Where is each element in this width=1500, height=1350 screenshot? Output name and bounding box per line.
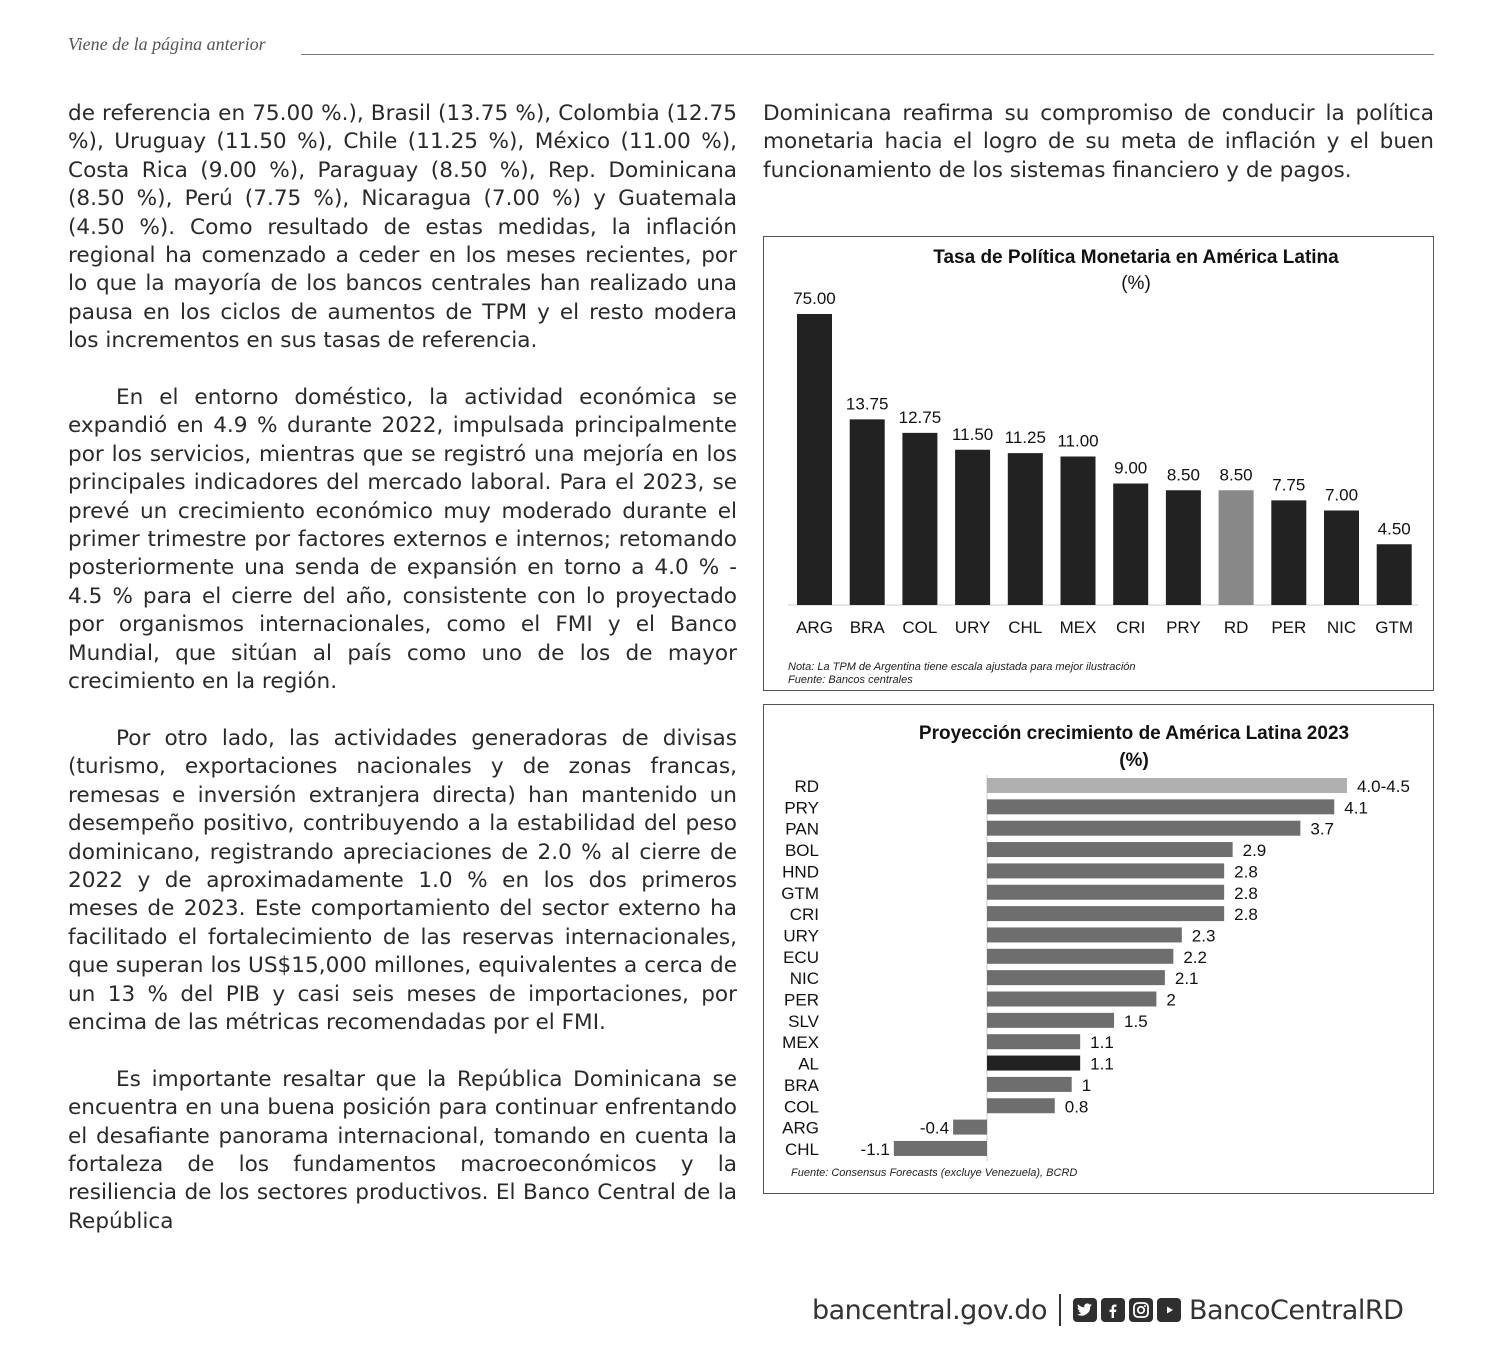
hbar-label-ury: 2.3 [1191, 926, 1216, 946]
hbar-pry [987, 799, 1334, 814]
hbar-ury [987, 927, 1182, 942]
tick-col: COL [902, 618, 938, 637]
bar-label-mex: 11.00 [1057, 431, 1099, 451]
tick-pry: PRY [1166, 618, 1201, 637]
hbar-rd [987, 778, 1347, 793]
hbar-label-rd: 4.0-4.5 [1356, 777, 1410, 796]
chart-1-title: Tasa de Política Monetaria en América Latina [933, 247, 1339, 268]
tick-rd: RD [1223, 618, 1249, 637]
hbar-slv [987, 1013, 1114, 1028]
paragraph-4: Es importante resaltar que la República Dominicana se encuentra en una buena posición para continuar enfrentando el desafiante panorama internacional, tomando en cuenta la fortaleza de los fundamentos macroeconómicos y la resiliencia de los sectores productivos. El Banco Central de la República [68, 1066, 737, 1234]
bar-rd [1219, 490, 1254, 605]
hbar-label-hnd: 2.8 [1234, 862, 1258, 882]
hbar-gtm [987, 885, 1224, 900]
hbar-tick-bra: BRA [784, 1075, 819, 1095]
hbar-bra [987, 1077, 1072, 1092]
hbar-label-gtm: 2.8 [1234, 883, 1258, 903]
hbar-tick-pry: PRY [784, 798, 819, 818]
page-header [68, 30, 1434, 60]
footer-url[interactable]: bancentral.gov.do [812, 1294, 1047, 1326]
bar-label-gtm: 4.50 [1377, 519, 1411, 539]
hbar-tick-mex: MEX [782, 1033, 819, 1053]
hbar-tick-cri: CRI [789, 905, 819, 925]
bar-cri [1113, 484, 1148, 606]
left-column [68, 100, 737, 1236]
hbar-label-pan: 3.7 [1310, 819, 1335, 839]
bar-chl [1008, 453, 1043, 605]
hbar-label-slv: 1.5 [1124, 1011, 1148, 1031]
tick-mex: MEX [1059, 618, 1097, 637]
chart-2-subtitle: (%) [1119, 750, 1149, 771]
footer-separator [1059, 1294, 1061, 1326]
hbar-chl [894, 1141, 987, 1156]
chart-2-source: Fuente: Consensus Forecasts (excluye Venezuela), BCRD [791, 1167, 1078, 1179]
hbar-label-ecu: 2.2 [1183, 947, 1207, 967]
hbar-tick-slv: SLV [788, 1011, 819, 1031]
right-column [763, 100, 1434, 185]
paragraph-3: Por otro lado, las actividades generadoras de divisas (turismo, exportaciones nacionales y de zonas francas, remesas e inversión extranjera directa) han mantenido un desempeño positivo, contribuyendo a la estabilidad del peso dominicano, registrando apreciaciones de 2.0 % al cierre de 2022 y de aproximadamente 1.0 % en los dos primeros meses de 2023. Este comportamiento del sector externo ha facilitado el fortalecimiento de las reservas internacionales, que superan los US$15,000 millones, equivalentes a cerca de un 13 % del PIB y casi seis meses de importaciones, por encima de las métricas recomendadas por el FMI. [68, 725, 737, 1035]
tick-gtm: GTM [1375, 618, 1414, 637]
tick-arg: ARG [796, 618, 833, 637]
hbar-tick-ecu: ECU [783, 947, 819, 967]
hbar-per [987, 992, 1156, 1007]
tick-ury: URY [954, 618, 991, 637]
paragraph-5: Dominicana reafirma su compromiso de conducir la política monetaria hacia el logro de su meta de inflación y el buen funcionamiento de los sistemas financiero y de pagos. [763, 101, 1434, 183]
bar-gtm [1377, 544, 1412, 605]
hbar-label-nic: 2.1 [1174, 969, 1199, 989]
bar-label-rd: 8.50 [1219, 465, 1253, 485]
tick-per: PER [1271, 618, 1307, 637]
hbar-tick-ury: URY [783, 926, 819, 946]
bar-pry [1166, 490, 1201, 605]
bar-arg [797, 314, 832, 605]
hbar-tick-col: COL [784, 1097, 819, 1117]
bar-label-col: 12.75 [898, 407, 942, 427]
hbar-label-arg: -0.4 [919, 1118, 950, 1138]
youtube-icon[interactable] [1157, 1298, 1181, 1322]
facebook-icon[interactable] [1101, 1298, 1125, 1322]
tick-cri: CRI [1116, 618, 1146, 637]
chart-growth-projection-svg [764, 705, 1435, 1195]
hbar-bol [987, 842, 1233, 857]
hbar-tick-nic: NIC [789, 969, 819, 989]
hbar-tick-per: PER [784, 990, 819, 1010]
twitter-icon[interactable] [1073, 1298, 1097, 1322]
bar-label-arg: 75.00 [793, 289, 836, 308]
hbar-tick-bol: BOL [784, 841, 819, 861]
chart-2-title: Proyección crecimiento de América Latina 2023 [918, 723, 1350, 744]
hbar-tick-pan: PAN [785, 819, 819, 839]
chart-1-subtitle: (%) [1121, 273, 1151, 294]
tick-chl: CHL [1008, 618, 1043, 637]
bar-per [1271, 500, 1306, 605]
hbar-label-al: 1.1 [1090, 1054, 1114, 1074]
paragraph-2: En el entorno doméstico, la actividad económica se expandió en 4.9 % durante 2022, impulsada principalmente por los servicios, mientras que se registró una mejoría en los principales indicadores del mercado laboral. Para el 2023, se prevé un crecimiento económico muy moderado durante el primer trimestre por factores externos e internos; retomando posteriormente una senda de expansión en torno a 4.0 % - 4.5 % para el cierre del año, consistente con lo proyectado por organismos internacionales, como el FMI y el Banco Mundial, que sitúan al país como uno de los de mayor crecimiento en la región. [68, 385, 737, 695]
hbar-label-chl: -1.1 [860, 1139, 890, 1159]
bar-nic [1324, 511, 1359, 606]
bar-label-chl: 11.25 [1004, 428, 1046, 448]
tick-nic: NIC [1326, 618, 1357, 637]
bar-col [902, 433, 937, 605]
paragraph-1: de referencia en 75.00 %.), Brasil (13.75 %), Colombia (12.75 %), Uruguay (11.50 %), Chile (11.25 %), México (11.00 %), Costa Rica (9.00 %), Paraguay (8.50 %), Rep. Dominicana (8.50 %), Perú (7.75 %), Nicaragua (7.00 %) y Guatemala (4.50 %). Como resultado de estas medidas, la inflación regional ha comenzado a ceder en los meses recientes, por lo que la mayoría de los bancos centrales han realizado una pausa en los ciclos de aumentos de TPM y el resto modera los incrementos en sus tasas de referencia. [68, 101, 737, 354]
hbar-label-per: 2 [1166, 990, 1176, 1010]
tick-bra: BRA [849, 618, 885, 637]
hbar-tick-arg: ARG [782, 1118, 819, 1138]
chart-policy-rate-svg [764, 237, 1435, 692]
chart-1-source: Fuente: Bancos centrales [788, 674, 913, 686]
hbar-tick-rd: RD [794, 777, 819, 796]
hbar-label-bol: 2.9 [1242, 841, 1267, 861]
page-footer [812, 1290, 1403, 1330]
hbar-tick-al: AL [798, 1054, 819, 1074]
chart-1-note: Nota: La TPM de Argentina tiene escala ajustada para mejor ilustración [788, 661, 1136, 673]
hbar-label-col: 0.8 [1064, 1097, 1089, 1117]
hbar-pan [987, 821, 1300, 836]
chart-policy-rate [763, 236, 1434, 691]
hbar-cri [987, 906, 1224, 921]
bar-label-cri: 9.00 [1114, 458, 1148, 478]
bar-bra [850, 419, 885, 605]
instagram-icon[interactable] [1129, 1298, 1153, 1322]
bar-label-per: 7.75 [1272, 475, 1306, 495]
chart-growth-projection [763, 704, 1434, 1194]
hbar-tick-chl: CHL [784, 1139, 819, 1159]
bar-label-pry: 8.50 [1166, 465, 1200, 485]
hbar-ecu [987, 949, 1173, 964]
hbar-label-cri: 2.8 [1234, 905, 1258, 925]
hbar-label-bra: 1 [1081, 1075, 1092, 1095]
hbar-col [987, 1098, 1055, 1113]
hbar-label-pry: 4.1 [1344, 798, 1368, 818]
hbar-label-mex: 1.1 [1090, 1033, 1114, 1053]
hbar-tick-hnd: HND [782, 862, 819, 882]
hbar-mex [987, 1034, 1080, 1049]
bar-mex [1061, 457, 1096, 606]
continued-label: Viene de la página anterior [68, 34, 266, 54]
bar-ury [955, 450, 990, 605]
bar-label-nic: 7.00 [1324, 485, 1359, 505]
bar-label-ury: 11.50 [951, 424, 994, 444]
footer-handle[interactable]: BancoCentralRD [1188, 1294, 1404, 1326]
bar-label-bra: 13.75 [845, 394, 889, 414]
hbar-al [987, 1056, 1080, 1071]
hbar-tick-gtm: GTM [781, 883, 819, 903]
hbar-arg [953, 1120, 987, 1135]
header-rule [301, 54, 1434, 55]
hbar-nic [987, 970, 1165, 985]
hbar-hnd [987, 863, 1224, 878]
